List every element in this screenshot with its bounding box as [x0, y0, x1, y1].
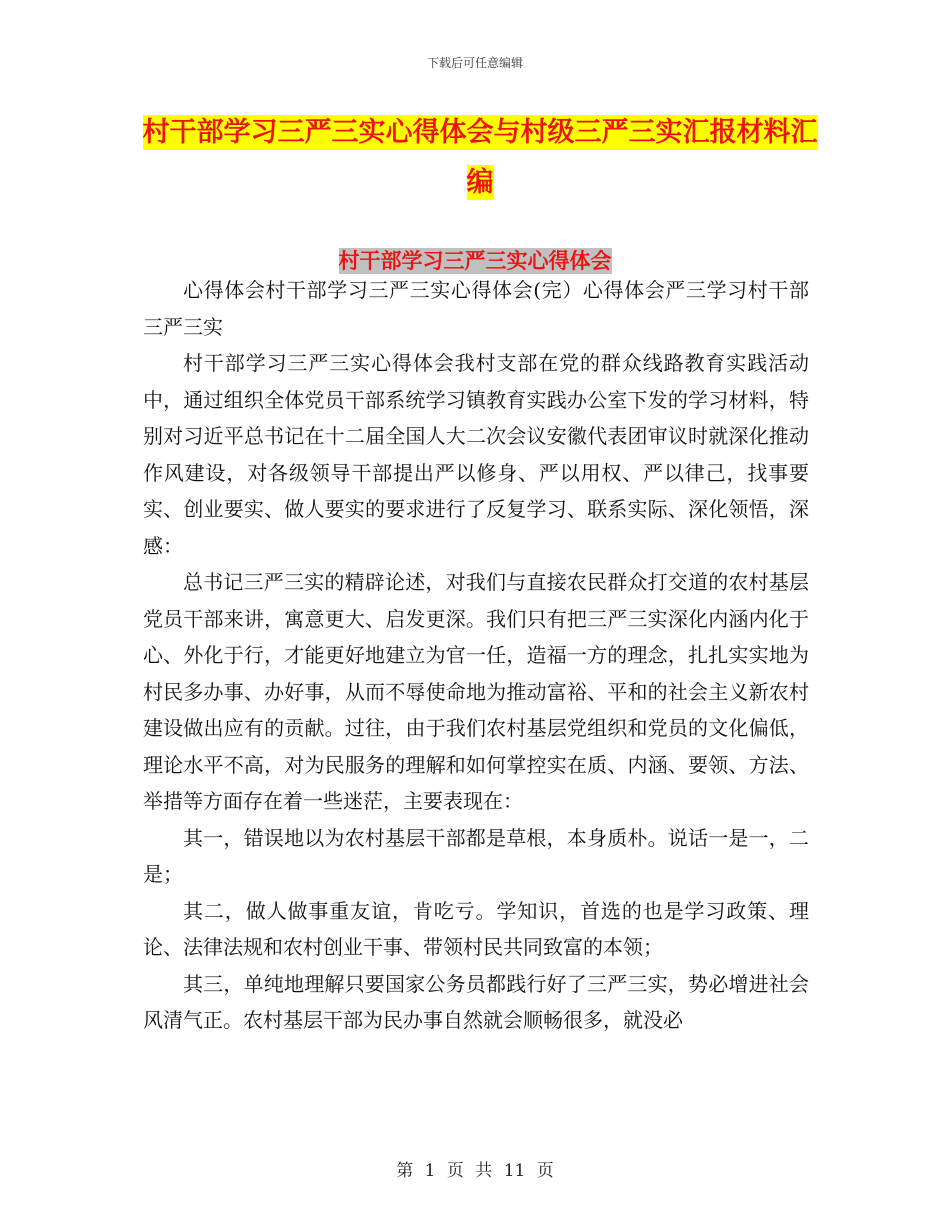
- paragraph: 其二，做人做事重友谊，肯吃亏。学知识，首选的也是学习政策、理论、法律法规和农村创业干事、带领村民共同致富的本领；: [143, 898, 809, 959]
- section-title-text: 村干部学习三严三实心得体会: [338, 249, 612, 273]
- paragraph: 其三，单纯地理解只要国家公务员都践行好了三严三实，势必增进社会风清气正。农村基层干部为民办事自然就会顺畅很多，就没必: [143, 971, 809, 1032]
- document-title-text: 村干部学习三严三实心得体会与村级三严三实汇报材料汇编: [142, 117, 818, 198]
- body-text: [143, 272, 809, 1039]
- page-number-footer: 第 1 页 共 11 页: [396, 1161, 554, 1181]
- page-header: 下载后可任意编辑: [426, 56, 523, 70]
- paragraph: 总书记三严三实的精辟论述，对我们与直接农民群众打交道的农村基层党员干部来讲，寓意更大、启发更深。我们只有把三严三实深化内涵内化于心、外化于行，才能更好地建立为官一任，造福一方的理念，扎扎实实地为村民多办事、办好事，从而不辱使命地为推动富裕、平和的社会主义新农村建设做出应有的贡献。过往，由于我们农村基层党组织和党员的文化偏低，理论水平不高，对为民服务的理解和如何掌控实在质、内涵、要领、方法、举措等方面存在着一些迷茫，主要表现在：: [143, 570, 809, 813]
- paragraph: 其一，错误地以为农村基层干部都是草根，本身质朴。说话一是一，二是；: [143, 825, 809, 886]
- document-title: [140, 108, 820, 208]
- paragraph: 心得体会村干部学习三严三实心得体会(完）心得体会严三学习村干部三严三实: [143, 278, 809, 339]
- paragraph: 村干部学习三严三实心得体会我村支部在党的群众线路教育实践活动中，通过组织全体党员干部系统学习镇教育实践办公室下发的学习材料，特别对习近平总书记在十二届全国人大二次会议安徽代表团审议时就深化推动作风建设，对各级领导干部提出严以修身、严以用权、严以律己，找事要实、创业要实、做人要实的要求进行了反复学习、联系实际、深化领悟，深感：: [143, 351, 809, 558]
